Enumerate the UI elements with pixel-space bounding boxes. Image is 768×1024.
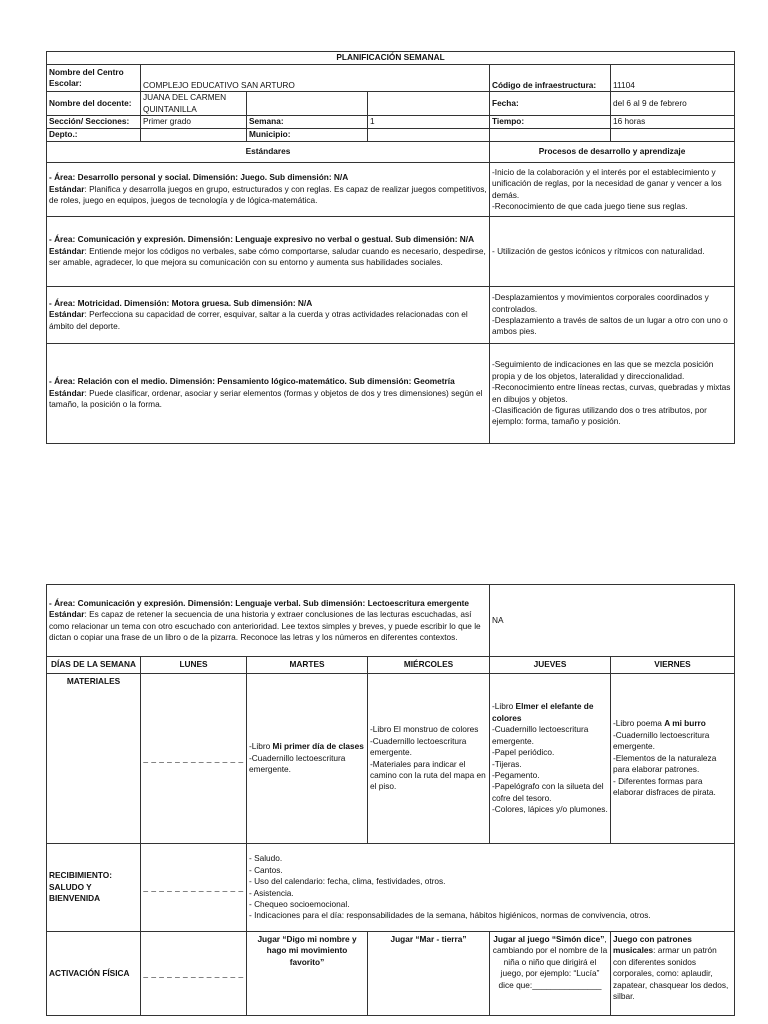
welcome-monday: _ _ _ _ _ _ _ _ _ _ _ _ _ <box>141 844 247 932</box>
school-value: COMPLEJO EDUCATIVO SAN ARTURO <box>141 65 490 92</box>
materials-monday: _ _ _ _ _ _ _ _ _ _ _ _ _ <box>141 674 247 844</box>
section-value: Primer grado <box>141 116 247 129</box>
teacher-empty-1 <box>247 92 368 116</box>
date-value: del 6 al 9 de febrero <box>611 92 735 116</box>
time-value: 16 horas <box>611 116 735 129</box>
standard-cell <box>47 287 490 344</box>
process-cell: - Utilización de gestos icónicos y rítmicos con naturalidad. <box>490 217 735 287</box>
area-title: - Área: Relación con el medio. Dimensión: Pensamiento lógico-matemático. Sub dimensión: Geometría <box>49 376 455 387</box>
empty-cell <box>490 129 611 142</box>
area-title: - Área: Desarrollo personal y social. Dimensión: Juego. Sub dimensión: N/A <box>49 172 349 183</box>
day-thursday: JUEVES <box>490 657 611 674</box>
standard-text: Estándar: Perfecciona su capacidad de correr, esquivar, saltar a la cuerda y otras actividades relacionadas con el ámbito del deporte. <box>49 309 468 331</box>
day-tuesday: MARTES <box>247 657 368 674</box>
plan-title: PLANIFICACIÓN SEMANAL <box>47 52 735 65</box>
school-label: Nombre del Centro Escolar: <box>47 65 141 92</box>
area-title: - Área: Comunicación y expresión. Dimensión: Lenguaje expresivo no verbal o gestual. Sub dimensión: N/A <box>49 234 475 245</box>
dept-value <box>141 129 247 142</box>
standard-text: Estándar: Entiende mejor los códigos no verbales, sabe cómo comportarse, saludar cuando es necesario, despedirse, ser amable, agradecer, lo que mejora su comunicación con su entorno y aumenta sus habilidades sociales. <box>49 245 486 268</box>
physical-monday: _ _ _ _ _ _ _ _ _ _ _ _ _ <box>141 932 247 1016</box>
day-monday: LUNES <box>141 657 247 674</box>
materials-thursday: -Libro Elmer el elefante de colores -Cuadernillo lectoescritura emergente. -Papel periódico. -Tijeras. -Pegamento. -Papelógrafo con la silueta del cofre del tesoro. -Colores, lápices y/o plumones. <box>490 674 611 844</box>
municipio-label: Municipio: <box>247 129 368 142</box>
municipio-value <box>368 129 490 142</box>
physical-friday: Juego con patrones musicales: armar un patrón con diferentes sonidos corporales, como: aplaudir, zapatear, chasquear los dedos, silbar. <box>611 932 735 1016</box>
weekly-plan-table-page-2 <box>46 584 735 1016</box>
code-value: 11104 <box>611 65 735 92</box>
standard-text: Estándar: Planifica y desarrolla juegos en grupo, estructurados y con reglas. Es capaz de realizar juegos competitivos, de roles, juego en equipos, juegos de tecnología y de lógica-matemática. <box>49 183 487 206</box>
weekly-plan-table <box>46 51 735 444</box>
day-wednesday: MIÉRCOLES <box>368 657 490 674</box>
materials-label: MATERIALES <box>47 674 141 844</box>
materials-friday: -Libro poema A mi burro -Cuadernillo lectoescritura emergente. -Elementos de la naturaleza para elaborar patrones. - Diferentes formas para elaborar disfraces de pirata. <box>611 674 735 844</box>
empty-cell <box>611 129 735 142</box>
standard-text: Estándar: Es capaz de retener la secuencia de una historia y extraer conclusiones de las lecturas escuchadas, así como relacionar un tema con otro escuchado con anterioridad. Lee textos simples y breves, y puede escribir lo que le dictan o copiar una frase de un libro o de la pizarra. Reconoce las letras y los números en diferentes contextos. <box>49 609 481 642</box>
day-friday: VIERNES <box>611 657 735 674</box>
section-label: Sección/ Secciones: <box>47 116 141 129</box>
physical-activity-label: ACTIVACIÓN FÍSICA <box>47 932 141 1016</box>
week-value: 1 <box>368 116 490 129</box>
week-label: Semana: <box>247 116 368 129</box>
date-label: Fecha: <box>490 92 611 116</box>
process-cell: -Seguimiento de indicaciones en las que se mezcla posición propia y de los objetos, lateralidad y direccionalidad. -Reconocimiento entre líneas rectas, curvas, quebradas y mixtas en dibujos y objetos. -Clasificación de figuras utilizando dos o tres atributos, por ejemplo: forma, tamaño y posición. <box>490 344 735 444</box>
materials-tuesday: -Libro Mi primer día de clases -Cuadernillo lectoescritura emergente. <box>247 674 368 844</box>
process-cell: NA <box>490 585 735 657</box>
standard-cell <box>47 585 490 657</box>
code-label: Código de infraestructura: <box>490 65 611 92</box>
days-header: DÍAS DE LA SEMANA <box>47 657 141 674</box>
area-title: - Área: Motricidad. Dimensión: Motora gruesa. Sub dimensión: N/A <box>49 297 313 308</box>
standard-cell <box>47 344 490 444</box>
dept-label: Depto.: <box>47 129 141 142</box>
teacher-label: Nombre del docente: <box>47 92 141 116</box>
time-label: Tiempo: <box>490 116 611 129</box>
process-cell: -Inicio de la colaboración y el interés por el establecimiento y unificación de reglas, por la necesidad de ganar y vencer a los demás. -Reconocimiento de que cada juego tiene sus reglas. <box>490 163 735 217</box>
physical-wednesday: Jugar “Mar - tierra” <box>368 932 490 1016</box>
welcome-activities: - Saludo. - Cantos. - Uso del calendario: fecha, clima, festividades, otros. - Asistencia. - Chequeo socioemocional. - Indicaciones para el día: responsabilidades de la semana, hábitos higiénicos, normas de convivencia, otros. <box>247 844 735 932</box>
physical-thursday: Jugar al juego “Simón dice”, cambiando por el nombre de la niña o niño que dirigirá el juego, por ejemplo: “Lucía” dice que:_______________ <box>490 932 611 1016</box>
physical-tuesday: Jugar “Digo mi nombre y hago mi movimiento favorito” <box>247 932 368 1016</box>
standards-header: Estándares <box>47 142 490 163</box>
teacher-value: JUANA DEL CARMEN QUINTANILLA <box>141 92 247 116</box>
standard-cell <box>47 217 490 287</box>
materials-wednesday: -Libro El monstruo de colores -Cuadernillo lectoescritura emergente. -Materiales para indicar el camino con la ruta del mapa en el piso. <box>368 674 490 844</box>
process-cell: -Desplazamientos y movimientos corporales coordinados y controlados. -Desplazamiento a través de saltos de un lugar a otro con uno o ambos pies. <box>490 287 735 344</box>
standard-text: Estándar: Puede clasificar, ordenar, asociar y seriar elementos (formas y objetos de dos y tres dimensiones) según el tamaño, la posición o la forma. <box>49 387 483 410</box>
welcome-label: RECIBIMIENTO: SALUDO Y BIENVENIDA <box>47 844 141 932</box>
teacher-empty-2 <box>368 92 490 116</box>
standard-cell <box>47 163 490 217</box>
area-title: - Área: Comunicación y expresión. Dimensión: Lenguaje verbal. Sub dimensión: Lectoescritura emergente <box>49 597 470 608</box>
processes-header: Procesos de desarrollo y aprendizaje <box>490 142 735 163</box>
